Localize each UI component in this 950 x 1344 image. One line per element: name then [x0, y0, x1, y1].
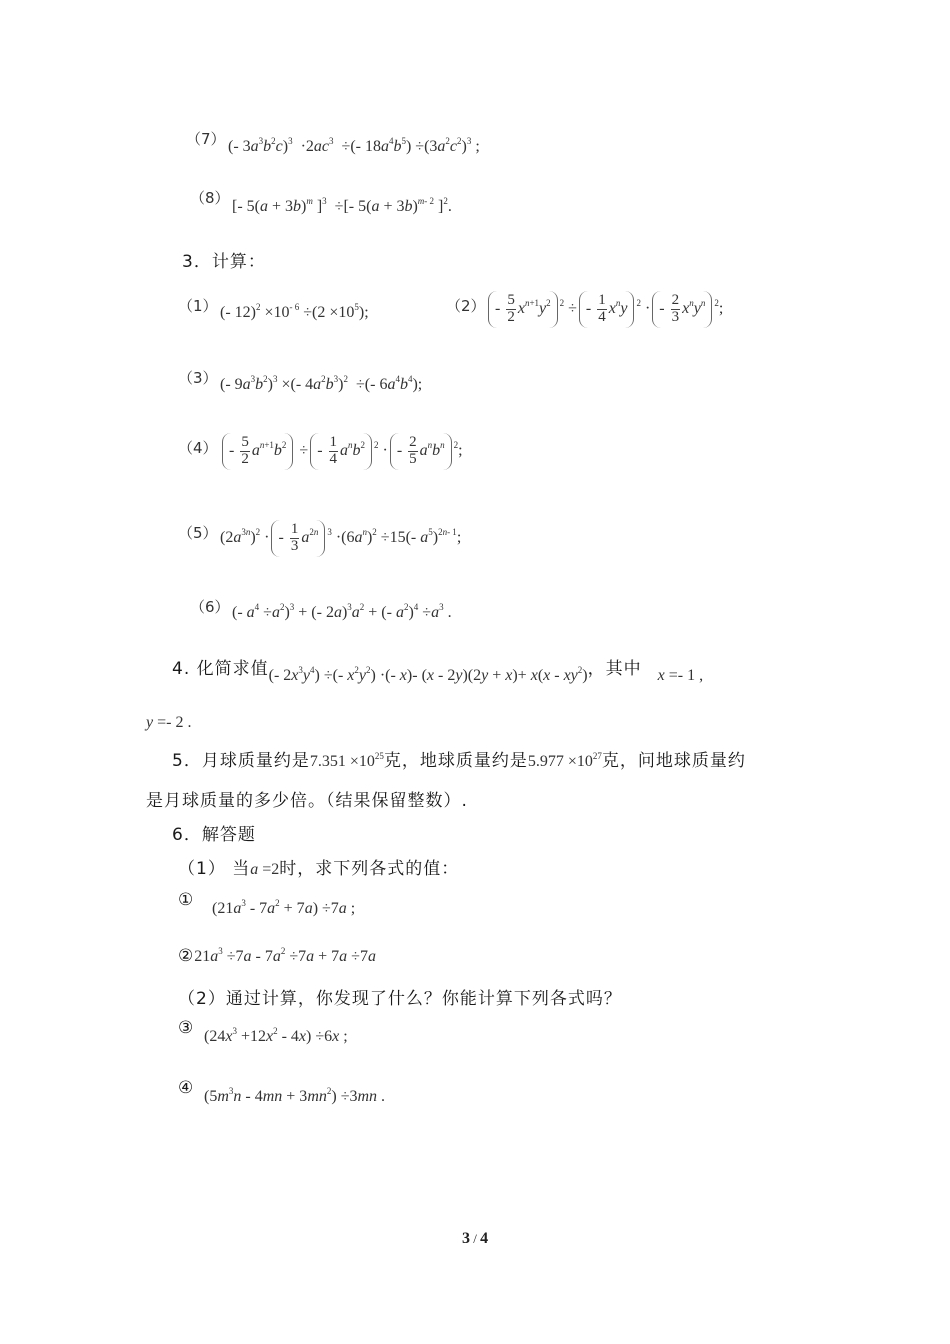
section-3-title: 3．计算： [182, 252, 266, 272]
moon-mass: $7.351 \times 10^{25}$ [309, 751, 384, 770]
problem-3-6-label: （6） [190, 598, 230, 616]
page-number [0, 1230, 950, 1248]
problem-3-2-label: （2） [446, 297, 486, 315]
question-4 [172, 654, 703, 685]
formula-4: (- $2x^3y^4$) ÷(- $x^2y^2$) ·(- x)- $(x - 2y)(2y + x)+ x(x - xy^2)$ [268, 665, 588, 684]
problem-label: （7） [186, 130, 226, 148]
x-value: - 1 [677, 667, 696, 684]
question-4-title: 4. 化简求值 [172, 659, 269, 679]
page-separator: / [469, 1231, 481, 1246]
a-condition: a =2 [250, 861, 280, 878]
problem-3-3-label: （3） [178, 369, 218, 387]
formula-3-1: (- $12)^2 \times 10^{- 6} \div(2 \times 10^5)$; [220, 302, 369, 321]
earth-mass-value: 5.977 [527, 753, 564, 770]
question-5-line-2: 是月球质量的多少倍。（结果保留整数）. [146, 791, 468, 811]
problem-3-1-label: （1） [178, 297, 218, 315]
circle-3-label: ③ [178, 1018, 195, 1038]
question-5-mid: 克，地球质量约是 [383, 751, 528, 771]
formula-8: [- $5(a + 3b)^m$ ]$^3$ ÷[- $5(a + 3b)^{m- 2}$ ]$^2$. [232, 196, 452, 215]
item-6-2 [178, 946, 376, 966]
problem-label: （8） [190, 189, 230, 207]
question-6-part-2: （2）通过计算，你发现了什么？你能计算下列各式吗？ [178, 989, 622, 1009]
question-6-part-1 [178, 854, 459, 879]
question-5-text: 5．月球质量约是 [172, 751, 310, 771]
question-5-line-1 [172, 746, 746, 771]
formula-6-3: $(24x^3 +12x^2 - 4x) \div 6x$ ; [204, 1026, 348, 1045]
a-value: 2 [271, 861, 280, 878]
current-page: 3 [461, 1230, 470, 1247]
y-value: - 2 [166, 714, 184, 731]
part-1-label: （1） 当 [178, 859, 251, 879]
moon-exponent: 25 [374, 751, 384, 761]
question-4-mid: ，其中 [587, 659, 642, 679]
x-condition: x =- 1 , [657, 667, 704, 684]
question-6-title: 6．解答题 [172, 825, 256, 845]
total-pages: 4 [480, 1230, 489, 1247]
formula-6-1: $(21a^3 - 7a^2 + 7a) \div 7a$ ; [212, 898, 356, 917]
problem-3-4-label: （4） [178, 439, 218, 457]
formula-3-4: - $\frac{5}{2}$ $a^{n+1}b^2$ ÷ - $\frac{1}{4}$ $a^nb^2$ $^2$ · - $\frac{2}{5}$ $a^nb^n$ $^2$; [220, 433, 463, 470]
formula-6-2: $21a^3 \div 7a - 7a^2 \div 7a + 7a \div 7a$ [194, 946, 376, 965]
formula-3-5: $(2a^{3n})^2$ · - $\frac{1}{3}$ $a^{2n}$ $^3 \cdot(6a^n)^2 \div 15(-$ $a^5)^{2n- 1}$; [220, 520, 461, 557]
moon-mass-value: 7.351 [309, 753, 346, 770]
formula-7: (- $3a^3b^2c)^3 \cdot 2ac^3$ ÷(- $18a^4b^5) \div(3a^2c^2)^3$ ; [228, 136, 480, 155]
part-1-text: 时，求下列各式的值： [279, 859, 460, 879]
formula-3-6: (- $a^4 \div a^2)^3$ + (- $2a)^3a^2$ + (- $a^2)^4 \div a^3$ . [232, 602, 452, 621]
formula-3-2: - $\frac{5}{2}$ $x^{n+1}y^2$ $^2$ ÷ - $\frac{1}{4}$ $x^ny$ $^2$ · - $\frac{2}{3}$ $x^ny^n$ $^2$; [486, 291, 723, 328]
circle-4-label: ④ [178, 1078, 195, 1098]
circle-2-label: ② [178, 946, 195, 966]
earth-mass: $5.977 \times 10^{27}$ [527, 751, 602, 770]
formula-6-4: $(5m^3n - 4mn + 3mn^2) \div 3mn$ . [204, 1086, 386, 1105]
question-5-end: 克，问地球质量约 [601, 751, 746, 771]
problem-7 [186, 128, 226, 149]
y-condition: y =- 2 . [146, 714, 192, 731]
problem-3-5-label: （5） [178, 524, 218, 542]
formula-3-3: (- $9a^3b^2)^3$ ×(- $4a^2b^3)^2$ ÷(- $6a^4b^4$); [220, 374, 423, 393]
problem-8 [190, 187, 230, 208]
earth-exponent: 27 [592, 751, 602, 761]
circle-1-label: ① [178, 890, 195, 910]
